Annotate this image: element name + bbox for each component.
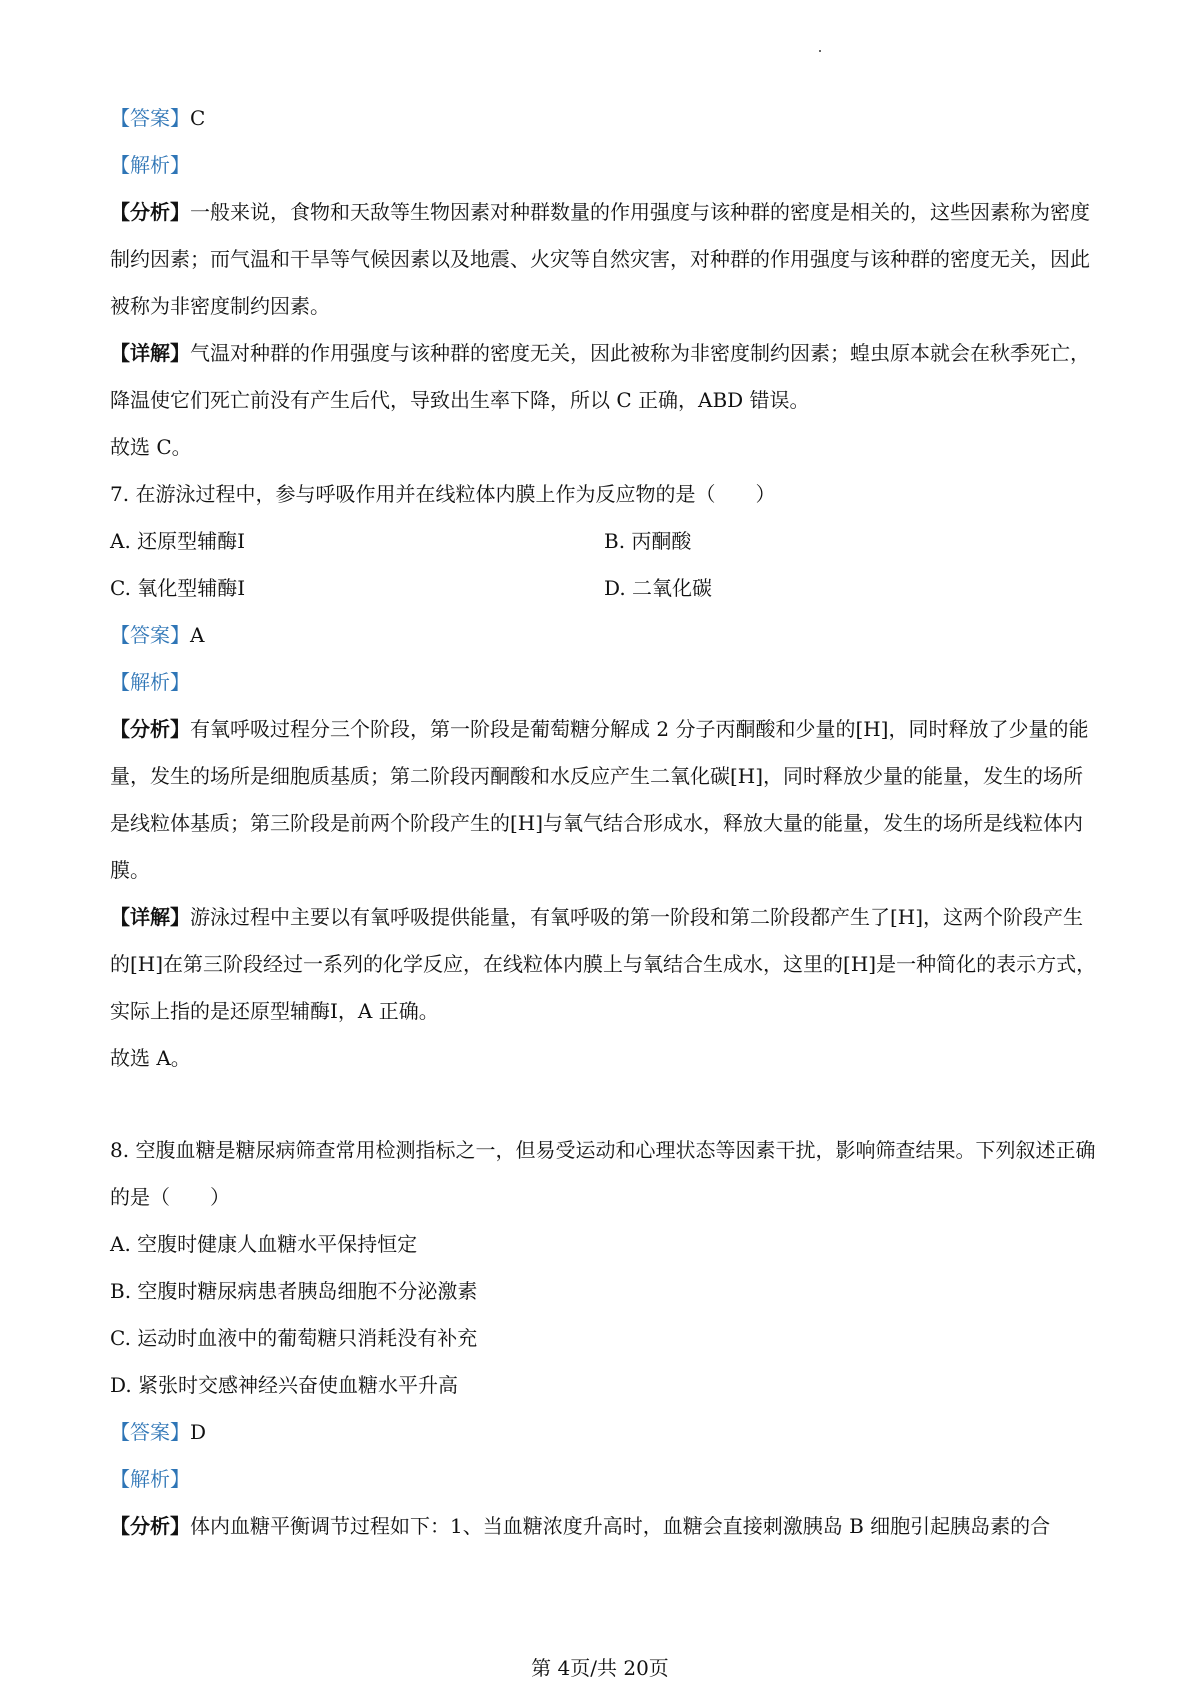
q8-answer xyxy=(110,1409,1100,1456)
detail-label: 【详解】 xyxy=(110,905,190,929)
section-gap xyxy=(110,1082,1100,1127)
q8-jiexi-label: 【解析】 xyxy=(110,1467,190,1491)
q7-option-b: B. 丙酮酸 xyxy=(604,529,692,553)
q7-answer xyxy=(110,612,1100,659)
answer-value: A xyxy=(190,623,205,647)
q8-option-c: C. 运动时血液中的葡萄糖只消耗没有补充 xyxy=(110,1326,478,1350)
q6-jiexi-label: 【解析】 xyxy=(110,153,190,177)
q7-option-c: C. 氧化型辅酶Ⅰ xyxy=(110,576,246,600)
q8-question: 8. 空腹血糖是糖尿病筛查常用检测指标之一，但易受运动和心理状态等因素干扰，影响筛查结果。下列叙述正确的是（ ） xyxy=(110,1138,1096,1209)
page-number-footer: 第 4页/共 20页 xyxy=(531,1656,669,1680)
answer-label: 【答案】 xyxy=(110,623,190,647)
document-body xyxy=(110,95,1100,1550)
analysis-label: 【分析】 xyxy=(110,200,190,224)
q8-option-b: B. 空腹时糖尿病患者胰岛细胞不分泌激素 xyxy=(110,1279,478,1303)
answer-value: C xyxy=(190,106,206,130)
detail-text: 气温对种群的作用强度与该种群的密度无关，因此被称为非密度制约因素；蝗虫原本就会在秋季死亡，降温使它们死亡前没有产生后代，导致出生率下降，所以 C 正确，ABD 错误。 xyxy=(110,341,1090,412)
q7-options-row-2 xyxy=(110,565,1100,612)
q7-analysis xyxy=(110,706,1100,894)
detail-text: 游泳过程中主要以有氧呼吸提供能量，有氧呼吸的第一阶段和第二阶段都产生了[H]，这两个阶段产生的[H]在第三阶段经过一系列的化学反应，在线粒体内膜上与氧结合生成水，这里的[H]是一种简化的表示方式，实际上指的是还原型辅酶Ⅰ，A 正确。 xyxy=(110,905,1097,1023)
q8-analysis xyxy=(110,1503,1100,1550)
q7-jiexi-label: 【解析】 xyxy=(110,670,190,694)
q7-detail xyxy=(110,894,1100,1035)
answer-value: D xyxy=(190,1420,207,1444)
q7-choice: 故选 A。 xyxy=(110,1046,191,1070)
q8-option-a: A. 空腹时健康人血糖水平保持恒定 xyxy=(110,1232,418,1256)
q6-choice: 故选 C。 xyxy=(110,435,192,459)
q6-analysis xyxy=(110,189,1100,330)
q7-question: 7. 在游泳过程中，参与呼吸作用并在线粒体内膜上作为反应物的是（ ） xyxy=(110,482,776,506)
detail-label: 【详解】 xyxy=(110,341,190,365)
analysis-text: 一般来说，食物和天敌等生物因素对种群数量的作用强度与该种群的密度是相关的，这些因素称为密度制约因素；而气温和干旱等气候因素以及地震、火灾等自然灾害，对种群的作用强度与该种群的密度无关，因此被称为非密度制约因素。 xyxy=(110,200,1090,318)
analysis-text: 体内血糖平衡调节过程如下：1、当血糖浓度升高时，血糖会直接刺激胰岛 B 细胞引起胰岛素的合 xyxy=(190,1514,1051,1538)
q7-option-d: D. 二氧化碳 xyxy=(604,576,713,600)
q8-option-d: D. 紧张时交感神经兴奋使血糖水平升高 xyxy=(110,1373,459,1397)
page-mark-dot xyxy=(819,50,821,52)
analysis-text: 有氧呼吸过程分三个阶段，第一阶段是葡萄糖分解成 2 分子丙酮酸和少量的[H]，同时释放了少量的能量，发生的场所是细胞质基质；第二阶段丙酮酸和水反应产生二氧化碳[H]，同时释放少量的能量，发生的场所是线粒体基质；第三阶段是前两个阶段产生的[H]与氧气结合形成水，释放大量的能量，发生的场所是线粒体内膜。 xyxy=(110,717,1089,882)
answer-label: 【答案】 xyxy=(110,1420,190,1444)
analysis-label: 【分析】 xyxy=(110,1514,190,1538)
q7-options-row-1 xyxy=(110,518,1100,565)
analysis-label: 【分析】 xyxy=(110,717,190,741)
q6-answer xyxy=(110,95,1100,142)
q7-option-a: A. 还原型辅酶Ⅰ xyxy=(110,529,246,553)
q6-detail xyxy=(110,330,1100,424)
answer-label: 【答案】 xyxy=(110,106,190,130)
